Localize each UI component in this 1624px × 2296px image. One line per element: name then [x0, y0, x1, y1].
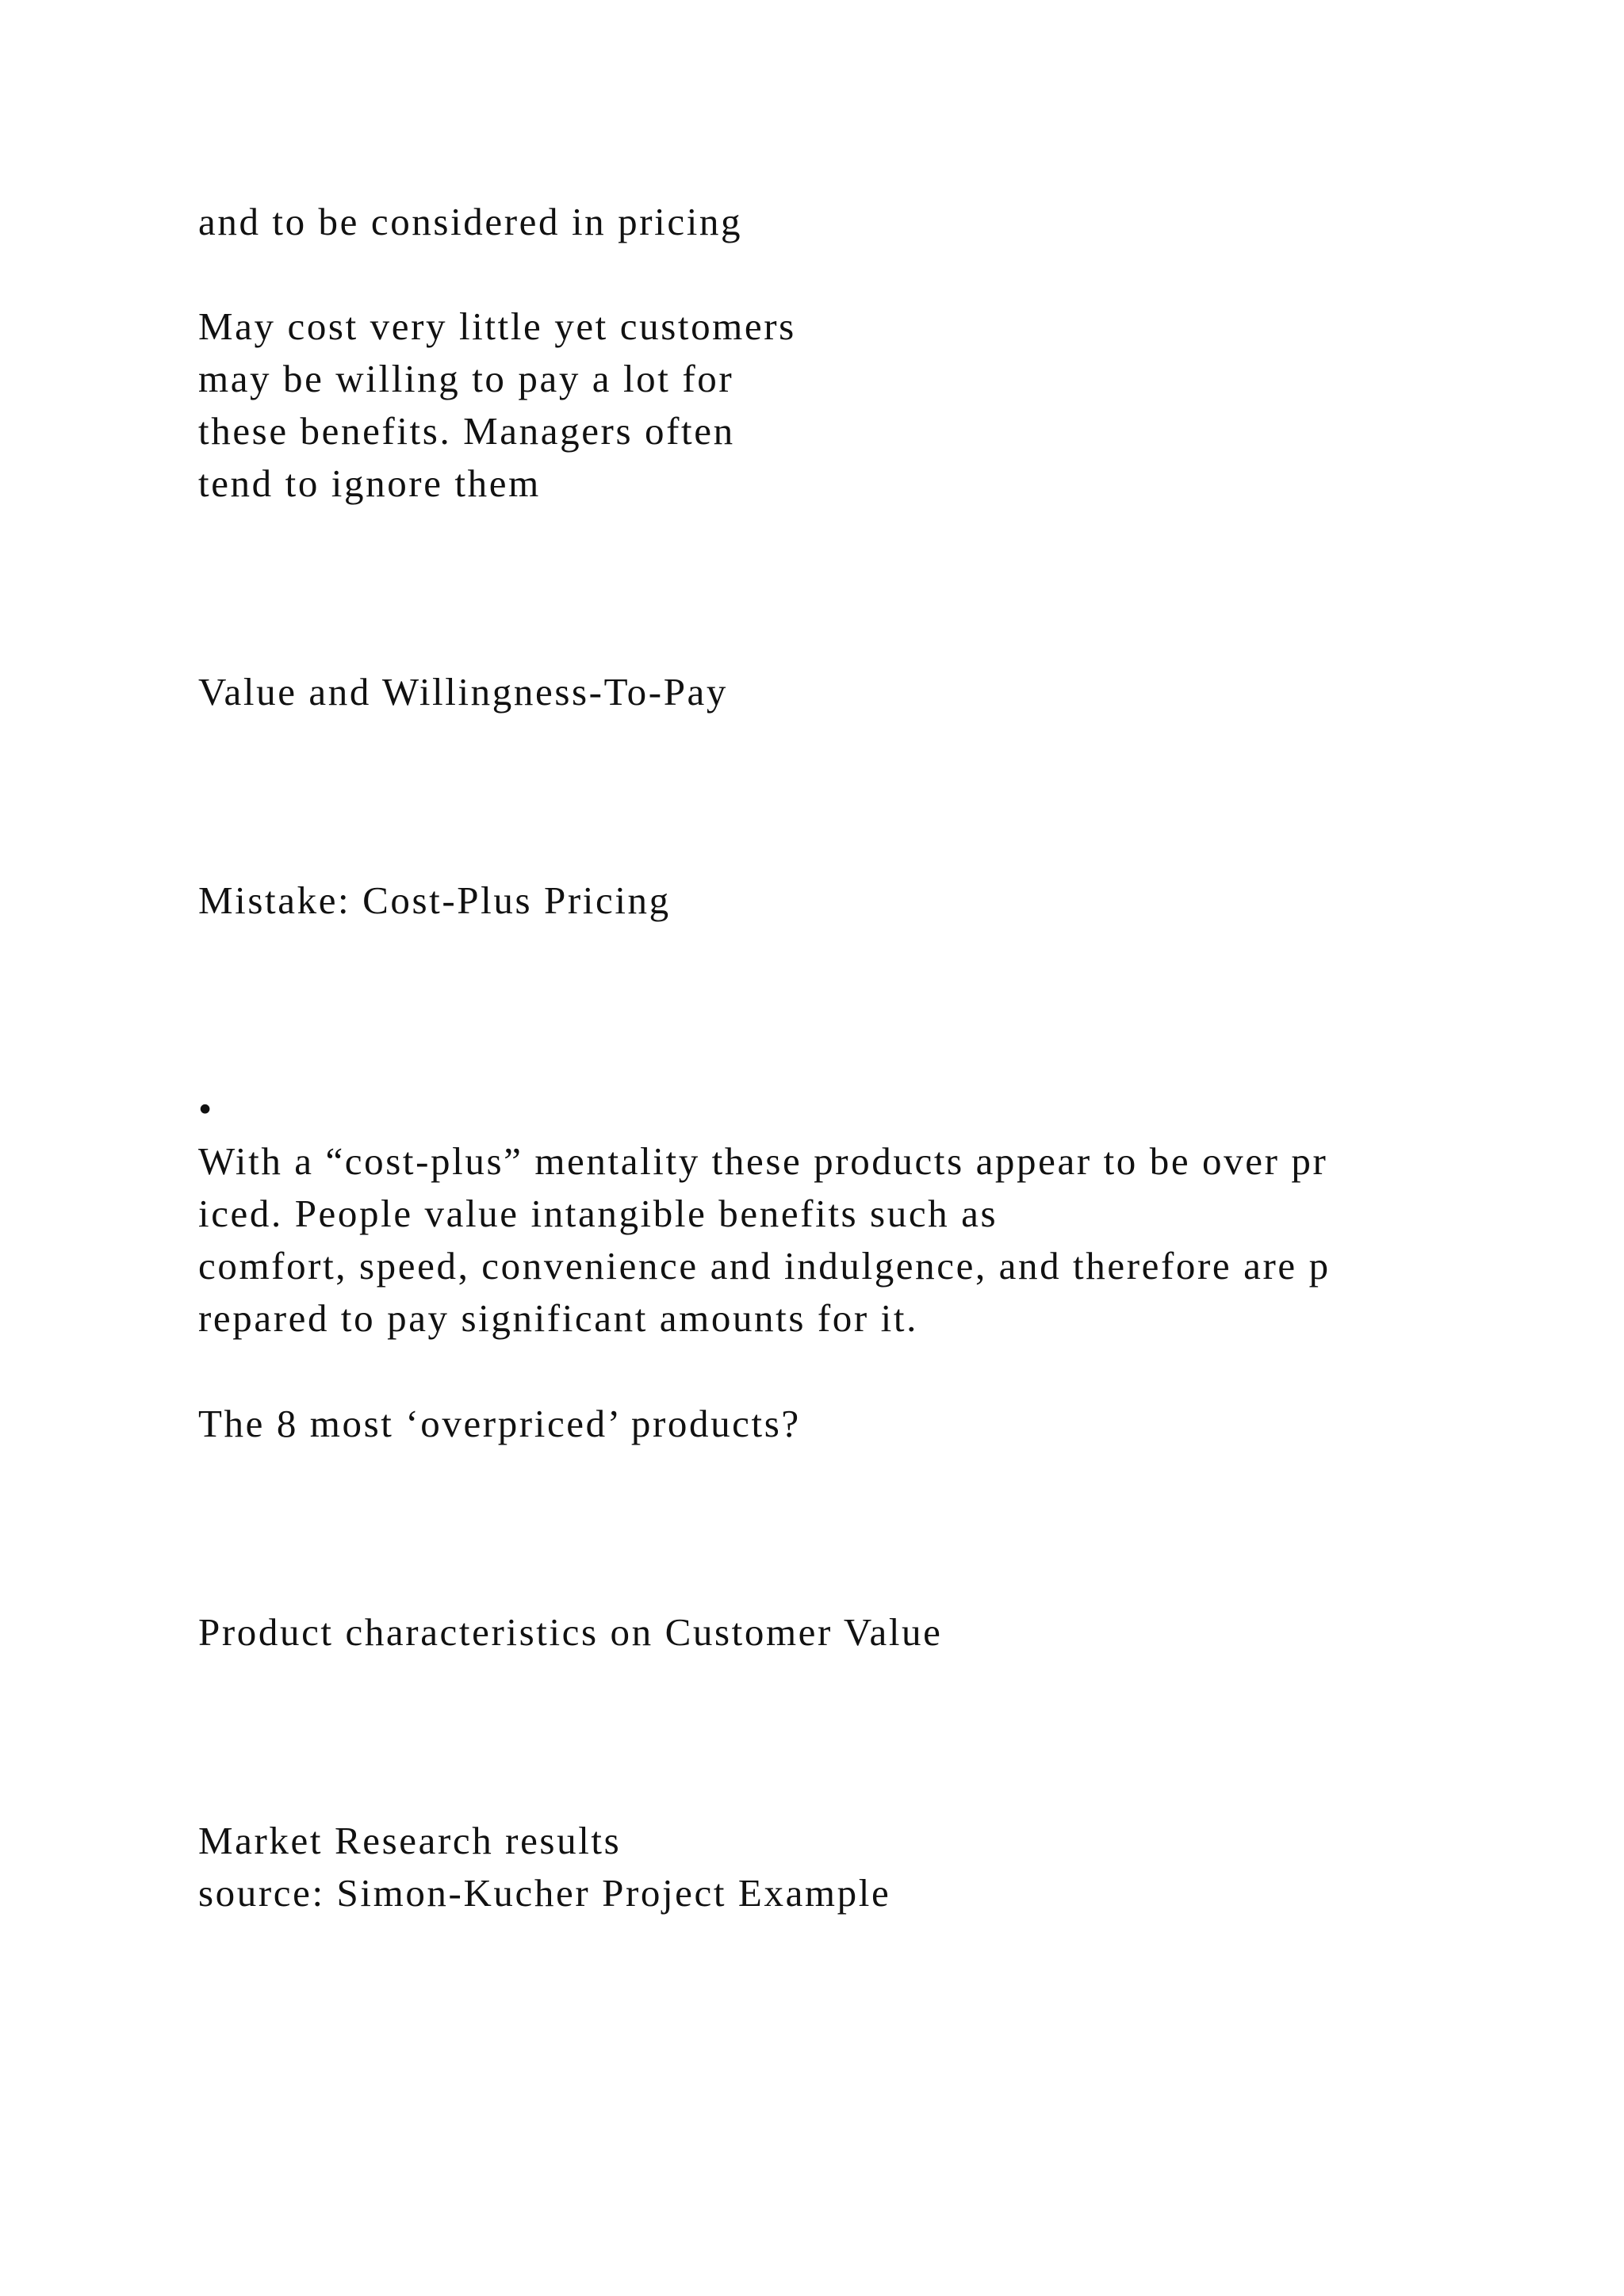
paragraph-line-3: comfort, speed, convenience and indulgence, and therefore are p: [198, 1244, 1331, 1288]
text-line-may-cost: May cost very little yet customers: [198, 304, 796, 348]
paragraph-line-1: With a “cost-plus” mentality these products appear to be over pr: [198, 1139, 1328, 1183]
heading-mistake-cost-plus: Mistake: Cost-Plus Pricing: [198, 878, 671, 922]
text-line-willing-to-pay: may be willing to pay a lot for: [198, 357, 734, 400]
question-overpriced-products: The 8 most ‘overpriced’ products?: [198, 1402, 801, 1445]
heading-product-characteristics: Product characteristics on Customer Value: [198, 1610, 943, 1654]
text-line-ignore-them: tend to ignore them: [198, 461, 541, 505]
text-line-considered-in-pricing: and to be considered in pricing: [198, 200, 743, 243]
text-line-market-research: Market Research results: [198, 1819, 622, 1862]
text-line-source: source: Simon-Kucher Project Example: [198, 1871, 891, 1915]
paragraph-line-2: iced. People value intangible benefits such as: [198, 1192, 998, 1235]
text-line-managers-often: these benefits. Managers often: [198, 409, 735, 453]
paragraph-line-4: repared to pay significant amounts for it.: [198, 1296, 918, 1340]
bullet-point: •: [198, 1087, 214, 1131]
heading-value-willingness: Value and Willingness-To-Pay: [198, 670, 729, 714]
